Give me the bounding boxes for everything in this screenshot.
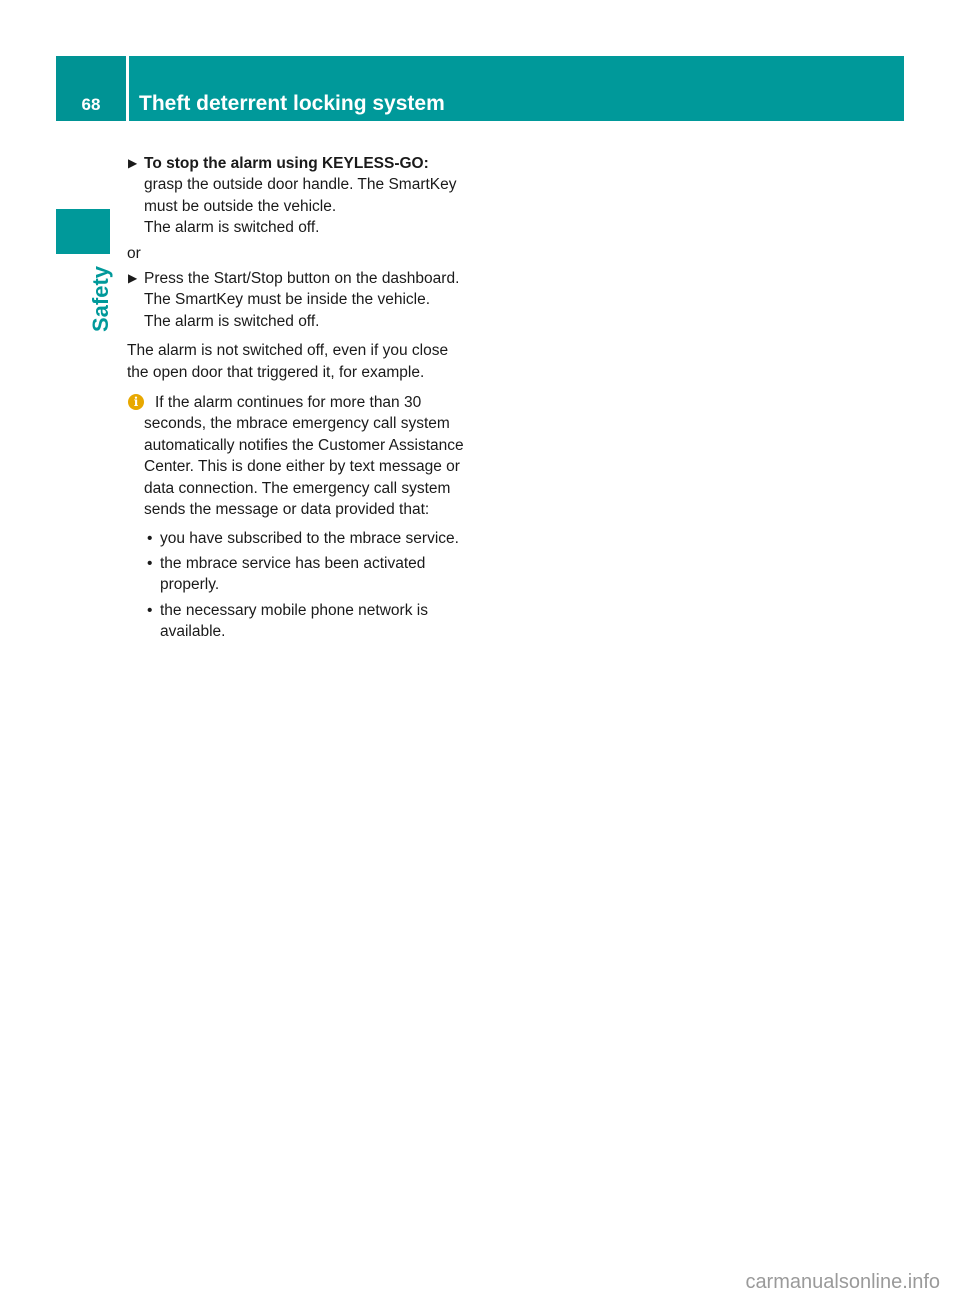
- bullet-dot: •: [147, 529, 153, 547]
- watermark: carmanualsonline.info: [745, 1271, 940, 1293]
- step-start-stop: [127, 268, 467, 332]
- section-label: Safety: [88, 265, 113, 333]
- condition-list: [144, 528, 467, 643]
- header-separator: [126, 56, 129, 121]
- step-text: Press the Start/Stop button on the dashboard. The SmartKey must be inside the vehicle.: [144, 270, 460, 309]
- list-item: • you have subscribed to the mbrace service.: [144, 528, 467, 549]
- info-text: If the alarm continues for more than 30 seconds, the mbrace emergency call system automatically notifies the Customer Assistance Center. This is done either by text message or data connection. The emergency call system sends the message or data provided that:: [144, 394, 464, 519]
- step-heading: To stop the alarm using KEYLESS-GO:: [144, 155, 429, 172]
- body-paragraph: The alarm is not switched off, even if you close the open door that triggered it, for example.: [127, 342, 449, 381]
- page-number: [56, 56, 126, 121]
- or-separator: or: [127, 244, 141, 262]
- list-item: • the mbrace service has been activated properly.: [147, 554, 426, 594]
- step-text: grasp the outside door handle. The SmartKey must be outside the vehicle.: [144, 176, 457, 215]
- page-title: Theft deterrent locking system: [139, 92, 445, 115]
- step-result: The alarm is switched off.: [144, 219, 320, 237]
- step-arrow-icon: ▶: [128, 156, 138, 170]
- bullet-dot: •: [147, 554, 153, 572]
- step-stop-keyless-go: [127, 153, 467, 239]
- page-number-text: 68: [81, 95, 101, 114]
- bullet-dot: •: [147, 601, 153, 619]
- step-arrow-icon: ▶: [128, 271, 138, 286]
- list-item: • the necessary mobile phone network is available.: [147, 601, 428, 641]
- main-content: [127, 153, 467, 647]
- step-result: The alarm is switched off.: [144, 312, 320, 330]
- info-note: [127, 392, 467, 642]
- section-marker: [56, 209, 110, 254]
- info-icon: i: [128, 394, 144, 410]
